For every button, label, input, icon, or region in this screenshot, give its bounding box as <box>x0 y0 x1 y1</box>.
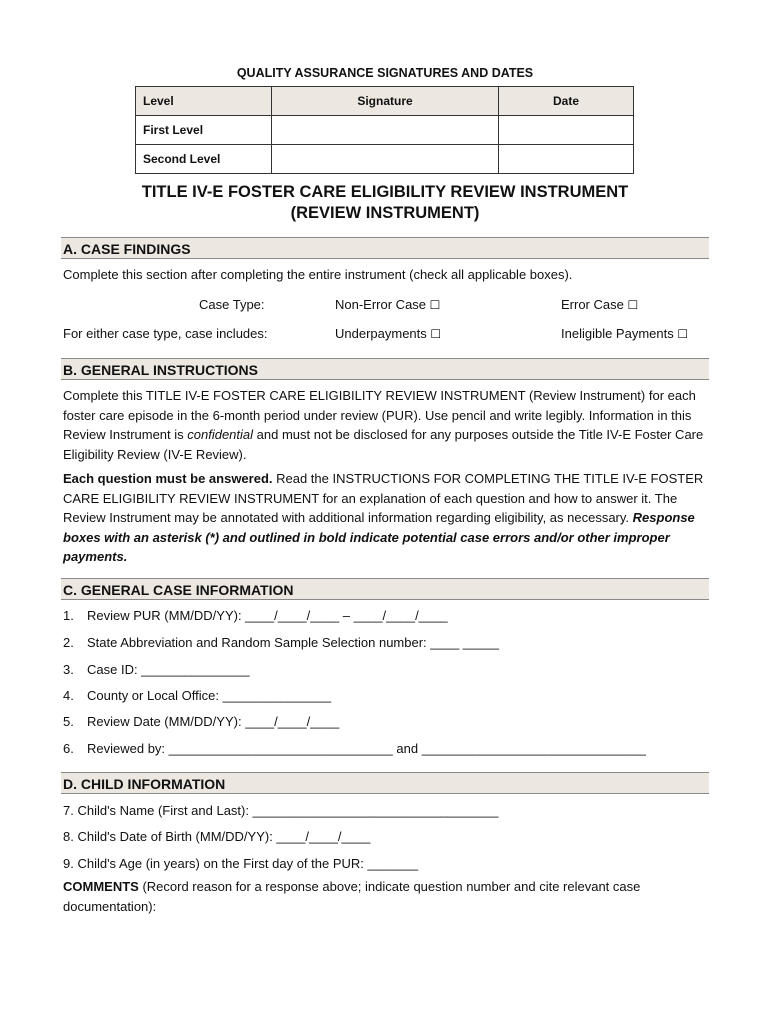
section-d-heading: D. CHILD INFORMATION <box>61 772 709 794</box>
second-level-date-field[interactable] <box>499 145 634 174</box>
section-c-heading: C. GENERAL CASE INFORMATION <box>61 578 709 600</box>
section-a-heading: A. CASE FINDINGS <box>61 237 709 259</box>
title-line-1: TITLE IV-E FOSTER CARE ELIGIBILITY REVIEW INSTRUMENT <box>141 183 629 201</box>
error-case-label: Error Case <box>561 297 624 312</box>
section-a-intro: Complete this section after completing the entire instrument (check all applicable boxes). <box>63 267 573 282</box>
review-date-field[interactable]: 5. Review Date (MM/DD/YY): ____/____/____ <box>63 714 340 729</box>
instructions-paragraph-1: Complete this TITLE IV-E FOSTER CARE ELIGIBILITY REVIEW INSTRUMENT (Review Instrument) for each foster care episode in the 6-month period under review (PUR). Use pencil and write legibly. Information in this Review Instrument is confidential and must not be disclosed for any purposes outside the Title IV-E Foster Care Eligibility Review (IV-E Review). <box>63 388 704 462</box>
review-pur-field[interactable]: 1. Review PUR (MM/DD/YY): ____/____/____ – ____/____/____ <box>63 608 448 623</box>
qa-row-first-level: First Level <box>136 116 272 145</box>
child-dob-field[interactable]: 8. Child's Date of Birth (MM/DD/YY): ____/____/____ <box>63 829 371 844</box>
checkbox-icon[interactable]: ☐ <box>677 327 689 341</box>
qa-row-second-level: Second Level <box>136 145 272 174</box>
non-error-case-option[interactable] <box>335 295 440 316</box>
second-level-signature-field[interactable] <box>272 145 499 174</box>
title-line-2: (REVIEW INSTRUMENT) <box>290 204 480 222</box>
ineligible-payments-label: Ineligible Payments <box>561 326 674 341</box>
qa-heading: QUALITY ASSURANCE SIGNATURES AND DATES <box>236 66 534 80</box>
qa-col-signature: Signature <box>272 87 499 116</box>
instructions-paragraph-2: Each question must be answered. Read the INSTRUCTIONS FOR COMPLETING THE TITLE IV-E FOSTER CARE ELIGIBILITY REVIEW INSTRUMENT for an explanation of each question and how to answer it. The Review Instrument may be annotated with additional information regarding eligibility, as necessary. Response boxes with an asterisk (*) and outlined in bold indicate potential case errors and/or other improper payments. <box>63 471 704 564</box>
checkbox-icon[interactable]: ☐ <box>430 327 442 341</box>
comments-instructions: COMMENTS (Record reason for a response above; indicate question number and cite relevant case documentation): <box>63 879 641 914</box>
first-level-date-field[interactable] <box>499 116 634 145</box>
error-case-option[interactable] <box>561 295 638 316</box>
child-age-field[interactable]: 9. Child's Age (in years) on the First day of the PUR: _______ <box>63 856 419 871</box>
qa-col-level: Level <box>136 87 272 116</box>
non-error-case-label: Non-Error Case <box>335 297 427 312</box>
qa-signature-table <box>135 86 634 174</box>
child-name-field[interactable]: 7. Child's Name (First and Last): __________________________________ <box>63 803 499 818</box>
checkbox-icon[interactable]: ☐ <box>627 298 639 312</box>
checkbox-icon[interactable]: ☐ <box>429 298 441 312</box>
section-b-heading: B. GENERAL INSTRUCTIONS <box>61 358 709 380</box>
county-office-field[interactable]: 4. County or Local Office: _______________ <box>63 688 332 703</box>
underpayments-label: Underpayments <box>335 326 427 341</box>
document-title <box>0 182 770 224</box>
underpayments-option[interactable] <box>335 324 441 345</box>
first-level-signature-field[interactable] <box>272 116 499 145</box>
case-id-field[interactable]: 3. Case ID: _______________ <box>63 662 250 677</box>
case-type-label: Case Type: <box>199 297 265 312</box>
case-includes-label: For either case type, case includes: <box>63 326 268 341</box>
ineligible-payments-option[interactable] <box>561 324 688 345</box>
reviewed-by-field[interactable]: 6. Reviewed by: _______________________________ and _______________________________ <box>63 741 646 756</box>
qa-col-date: Date <box>499 87 634 116</box>
state-sample-field[interactable]: 2. State Abbreviation and Random Sample Selection number: ____ _____ <box>63 635 499 650</box>
